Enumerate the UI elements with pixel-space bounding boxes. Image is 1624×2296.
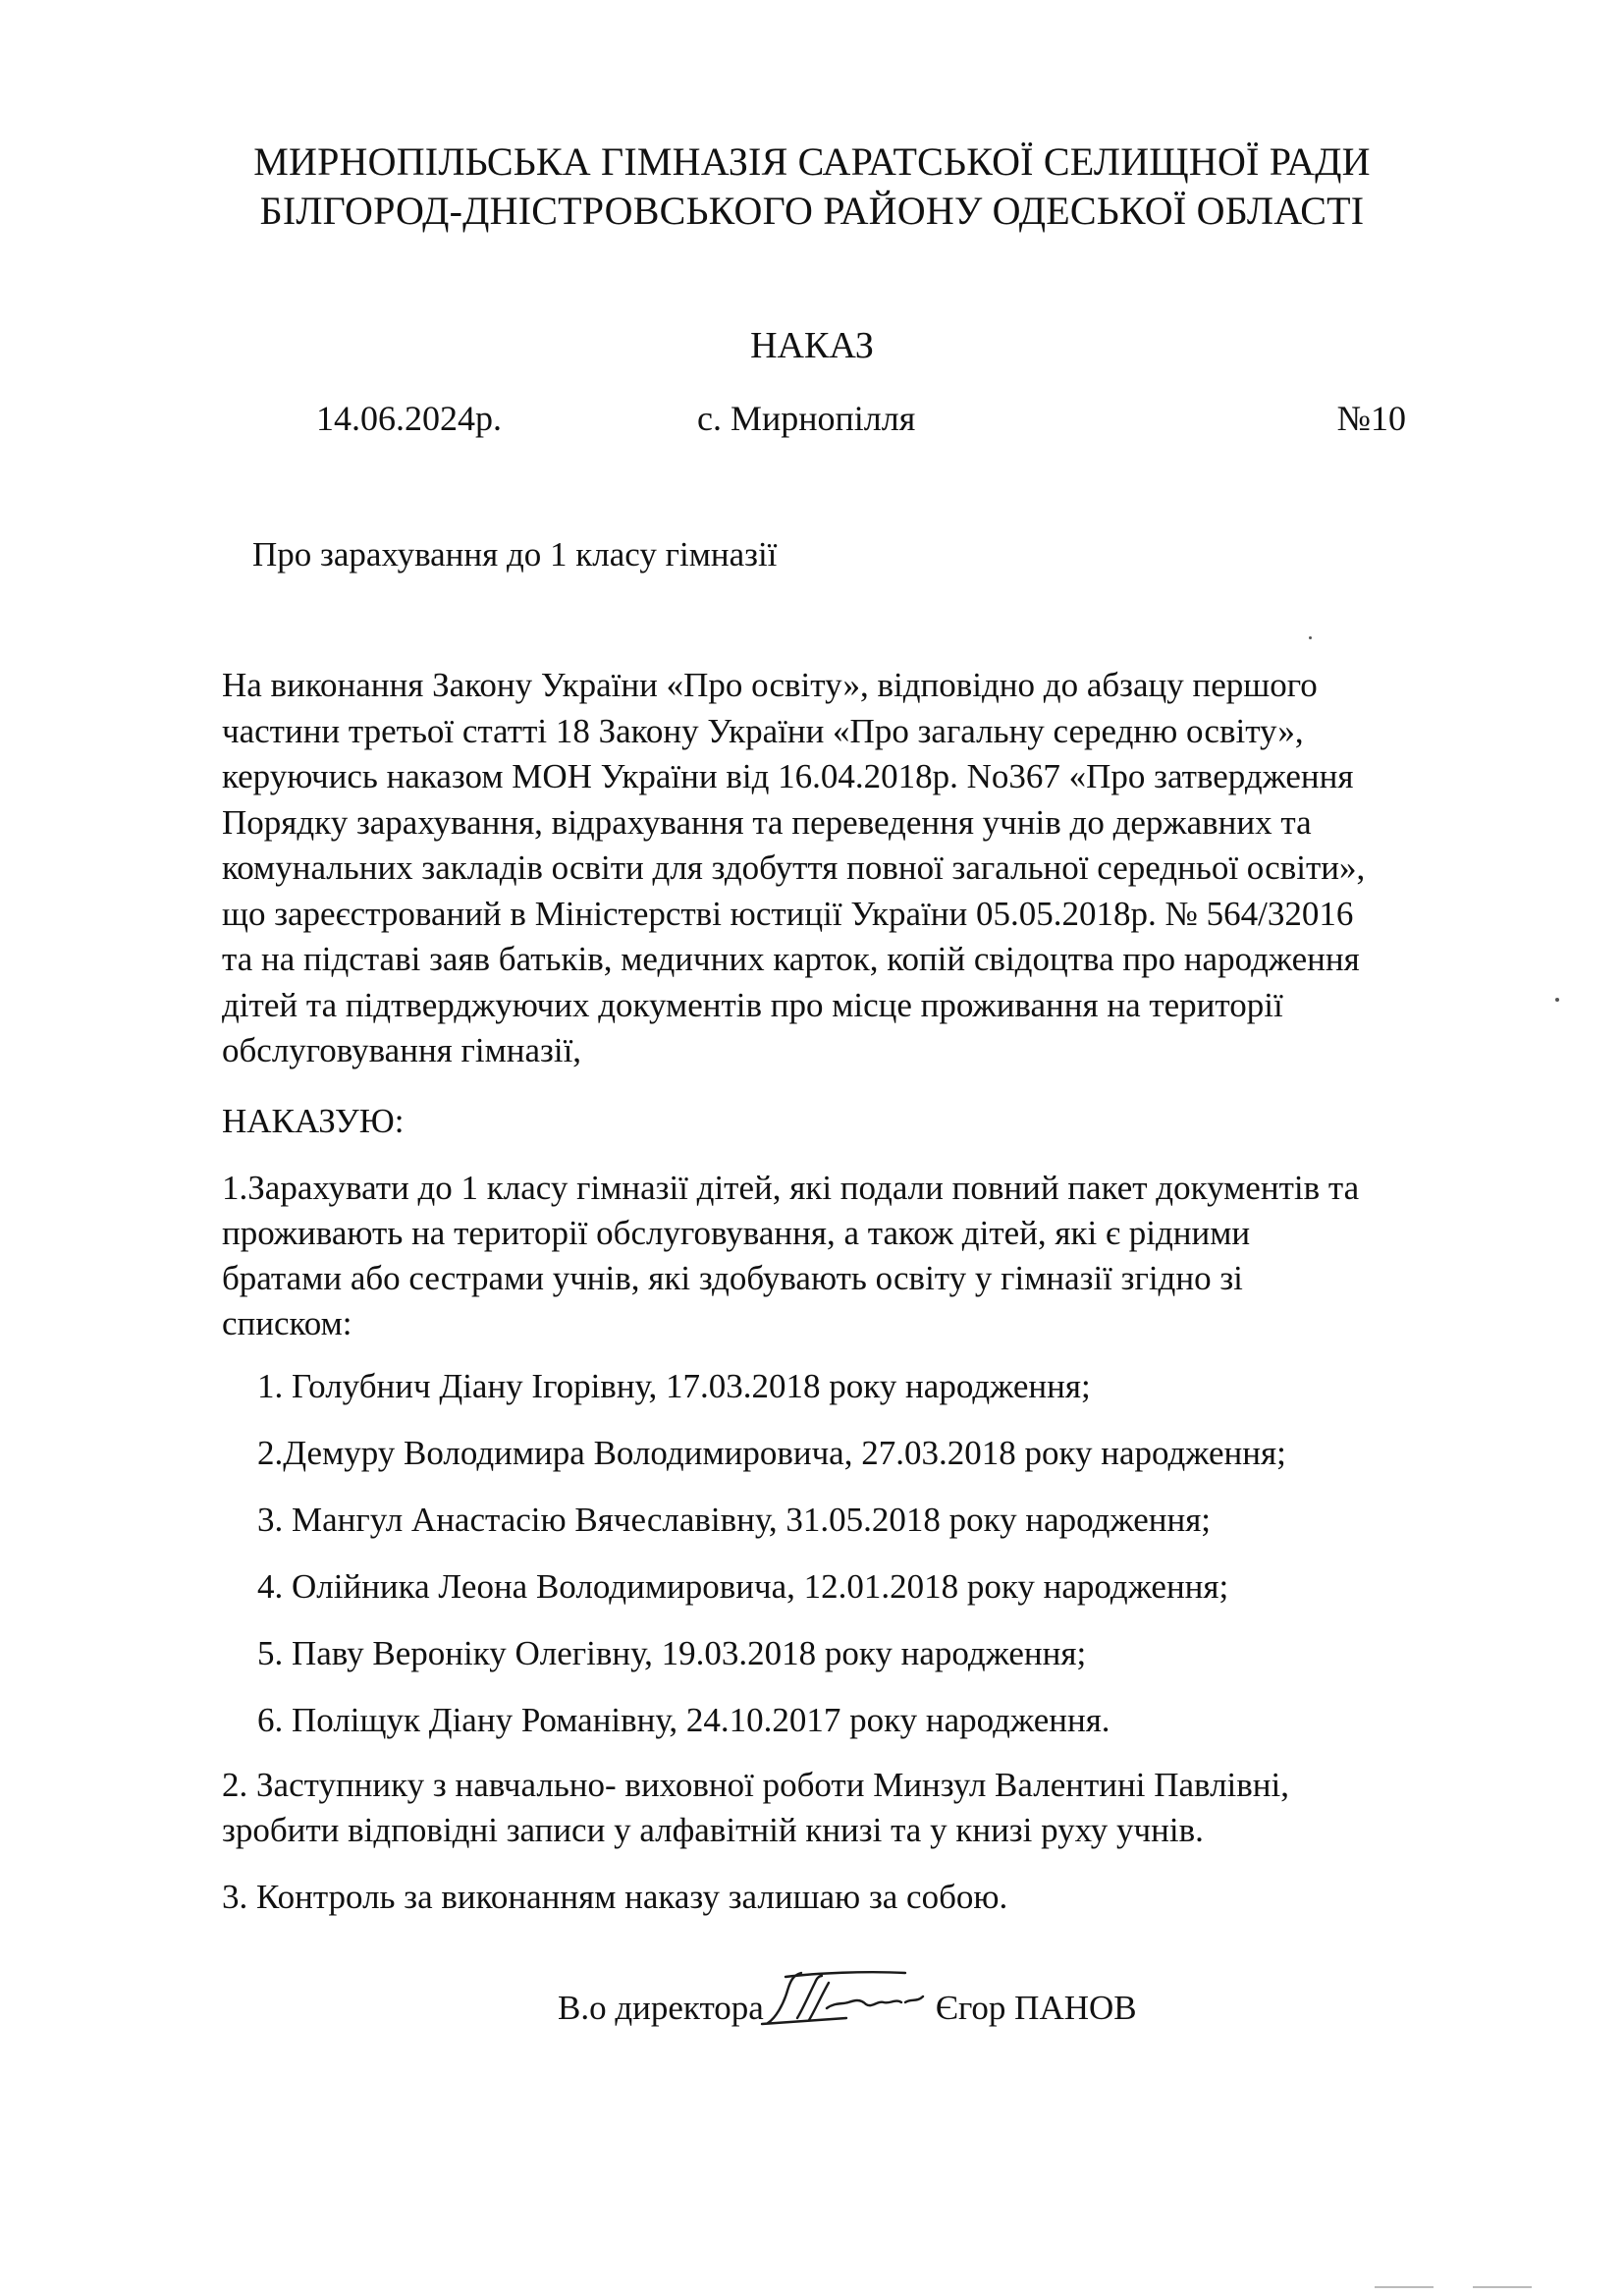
handwritten-signature	[758, 1969, 959, 2028]
order-item-2-line: зробити відповідні записи у алфавітній книзі та у книзі руху учнів.	[222, 1810, 1204, 1849]
scan-speck	[1375, 2286, 1434, 2288]
preamble-line: дітей та підтверджуючих документів про місце проживання на території	[222, 985, 1283, 1024]
letterhead-line-2: БІЛГОРОД-ДНІСТРОВСЬКОГО РАЙОНУ ОДЕСЬКОЇ ОБЛАСТІ	[259, 189, 1365, 233]
scan-speck	[1473, 2286, 1532, 2288]
child-entry: 1. Голубнич Діану Ігорівну, 17.03.2018 року народження;	[257, 1366, 1091, 1405]
child-entry: 4. Олійника Леона Володимировича, 12.01.2018 року народження;	[257, 1566, 1229, 1606]
signature-block	[558, 1969, 1137, 2028]
preamble-line: частини третьої статті 18 Закону України «Про загальну середню освіту»,	[222, 711, 1304, 750]
child-entry: 3. Мангул Анастасію Вячеславівну, 31.05.2018 року народження;	[257, 1500, 1212, 1539]
order-item-1-line: проживають на території обслуговування, а також дітей, які є рідними	[222, 1213, 1251, 1252]
scan-speck	[1555, 998, 1559, 1002]
document-number: №10	[1336, 399, 1406, 438]
children-list	[222, 1364, 1498, 1743]
child-entry: 5. Паву Вероніку Олегівну, 19.03.2018 року народження;	[257, 1633, 1087, 1672]
order-item-2	[222, 1763, 1498, 1853]
document-subject: Про зарахування до 1 класу гімназії	[252, 535, 778, 574]
document-place: с. Мирнопілля	[697, 399, 916, 438]
document-date: 14.06.2024р.	[316, 399, 502, 438]
order-item-1-line: списком:	[222, 1303, 352, 1342]
letterhead-line-1: МИРНОПІЛЬСЬКА ГІМНАЗІЯ САРАТСЬКОЇ СЕЛИЩНОЇ РАДИ	[253, 139, 1371, 184]
child-entry: 2.Демуру Володимира Володимировича, 27.03.2018 року народження;	[257, 1433, 1286, 1472]
child-entry: 6. Поліщук Діану Романівну, 24.10.2017 року народження.	[257, 1700, 1110, 1739]
order-item-1	[222, 1166, 1498, 1346]
preamble-line: комунальних закладів освіти для здобуття повної загальної середньої освіти»,	[222, 848, 1366, 887]
order-item-2-line: 2. Заступнику з навчально- виховної роботи Минзул Валентині Павлівні,	[222, 1765, 1289, 1804]
preamble-line: обслуговування гімназії,	[222, 1031, 582, 1069]
letterhead	[0, 137, 1624, 236]
preamble	[222, 663, 1498, 1074]
signatory-name: Єгор ПАНОВ	[935, 1989, 1137, 2027]
order-item-1-line: 1.Зарахувати до 1 класу гімназії дітей, які подали повний пакет документів та	[222, 1168, 1360, 1207]
preamble-line: На виконання Закону України «Про освіту», відповідно до абзацу першого	[222, 666, 1318, 704]
order-item-1-line: братами або сестрами учнів, які здобувають освіту у гімназії згідно зі	[222, 1258, 1243, 1297]
scan-speck	[1309, 636, 1312, 639]
order-item-3: 3. Контроль за виконанням наказу залишаю за собою.	[222, 1877, 1008, 1916]
preamble-line: Порядку зарахування, відрахування та переведення учнів до державних та	[222, 802, 1312, 842]
preamble-line: керуючись наказом МОН України від 16.04.2018р. No367 «Про затвердження	[222, 757, 1354, 795]
preamble-line: що зареєстрований в Міністерстві юстиції України 05.05.2018р. № 564/32016	[222, 894, 1354, 933]
order-word: НАКАЗУЮ:	[222, 1101, 405, 1140]
preamble-line: та на підставі заяв батьків, медичних карток, копій свідоцтва про народження	[222, 940, 1360, 978]
document-body	[222, 663, 1498, 1920]
document-meta	[316, 398, 1406, 447]
signatory-position: В.о директора	[558, 1989, 764, 2027]
document-title: НАКАЗ	[750, 325, 874, 366]
